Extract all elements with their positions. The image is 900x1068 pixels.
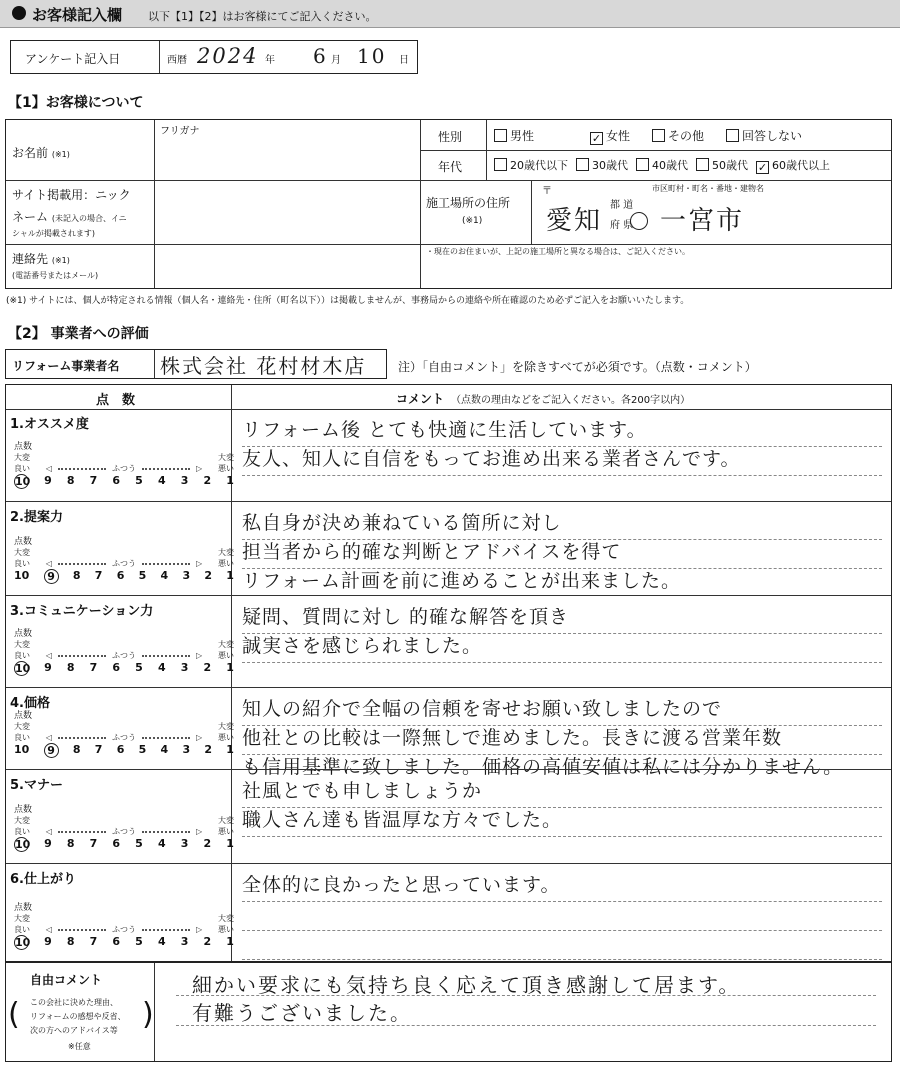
score-option-5[interactable]: 5 — [138, 743, 147, 756]
address-city: 一宮市 — [660, 206, 745, 236]
score-option-9[interactable]: 9 — [44, 935, 52, 948]
scale-mid-label: ふつう — [112, 925, 136, 934]
score-option-9[interactable]: 9 — [44, 569, 59, 584]
date-year: 2024 — [197, 44, 259, 68]
company-name: 株式会社 花村材木店 — [160, 354, 367, 378]
date-day: 10 — [357, 44, 387, 68]
evaluation-row — [6, 501, 891, 595]
nick-label-1: サイト掲載用：ニック — [12, 188, 131, 202]
arrow-right-icon: ▷ — [196, 925, 203, 934]
address-postal: 〒 — [542, 186, 552, 197]
scale-points-label: 点数 — [14, 805, 33, 815]
evaluation-table — [5, 384, 892, 962]
gender-option-male-label: 男性 — [510, 129, 535, 143]
score-option-1[interactable]: 1 — [226, 743, 234, 756]
date-month: 6 — [313, 44, 328, 68]
address-fu-ken: 府 県 — [610, 220, 634, 231]
scale-arrow — [46, 826, 202, 837]
contact-label-text: 連絡先 — [12, 252, 49, 266]
scale-good-label-2: 良い — [14, 733, 30, 742]
name-note: (※1) — [51, 150, 70, 159]
header-bar — [0, 0, 900, 28]
scale-bad-label-2: 悪い — [218, 733, 234, 742]
scale-arrow — [46, 650, 202, 661]
free-comment-box — [5, 962, 892, 1062]
date-month-unit: 月 — [331, 55, 341, 66]
score-option-2[interactable]: 2 — [203, 837, 212, 850]
score-option-6[interactable]: 6 — [112, 661, 121, 674]
score-option-5[interactable]: 5 — [135, 661, 143, 674]
age-checkbox-60s[interactable]: ✓ — [757, 161, 768, 174]
score-numbers — [14, 569, 234, 584]
age-option-20s-label: 20歳代以下 — [510, 159, 568, 172]
arrow-right-icon: ▷ — [196, 559, 203, 568]
age-options — [494, 157, 892, 174]
address-prefecture: 愛知 — [546, 206, 603, 236]
score-option-1[interactable]: 1 — [226, 474, 234, 487]
customer-table — [5, 119, 892, 289]
score-option-8[interactable]: 8 — [72, 743, 81, 756]
comment-line: 友人、知人に自信をもってお進め出来る業者さんです。 — [242, 448, 741, 470]
comment-line: リフォーム計画を前に進めることが出来ました。 — [242, 570, 682, 592]
scale-good-label-1: 大変 — [14, 722, 30, 731]
date-year-unit: 年 — [265, 55, 275, 66]
score-scale — [14, 534, 234, 584]
header-note: 以下【1】【2】はお客様にてご記入ください。 — [148, 10, 377, 23]
company-row — [5, 349, 387, 379]
scale-bad-label-2: 悪い — [218, 464, 234, 473]
free-comment-line-2: 有難うございました。 — [192, 1001, 412, 1025]
score-option-4[interactable]: 4 — [157, 661, 166, 674]
score-option-2[interactable]: 2 — [204, 743, 213, 756]
score-option-7[interactable]: 7 — [94, 569, 103, 582]
age-label: 年代 — [438, 160, 463, 174]
scale-good-label-1: 大変 — [14, 548, 30, 557]
score-option-1[interactable]: 1 — [226, 569, 234, 582]
score-option-8[interactable]: 8 — [72, 569, 81, 582]
age-option-30s-label: 30歳代 — [592, 159, 628, 172]
item-label: 2.提案力 — [10, 510, 63, 525]
evaluation-row — [6, 409, 891, 501]
scale-good-label-1: 大変 — [14, 914, 30, 923]
scale-points-label: 点数 — [14, 537, 33, 547]
age-option-60s-label: 60歳代以上 — [772, 159, 830, 172]
gender-checkbox-male[interactable] — [494, 129, 507, 142]
gender-option-none[interactable] — [726, 127, 802, 145]
score-option-4[interactable]: 4 — [157, 837, 166, 850]
scale-good-label-2: 良い — [14, 464, 30, 473]
header-bullet-icon — [12, 6, 26, 20]
scale-bad-label-2: 悪い — [218, 925, 234, 934]
score-option-4[interactable]: 4 — [157, 935, 166, 948]
gender-option-none-label: 回答しない — [742, 129, 803, 143]
col-comment-title: コメント — [396, 392, 445, 406]
arrow-right-icon: ▷ — [196, 827, 203, 836]
age-option-20s[interactable] — [494, 157, 568, 174]
address-label: 施工場所の住所 — [426, 196, 511, 210]
scale-bad-label-2: 悪い — [218, 559, 234, 568]
contact-note-2: (電話番号またはメール) — [12, 271, 99, 280]
score-option-9[interactable]: 9 — [44, 837, 52, 850]
score-option-8[interactable]: 8 — [66, 935, 75, 948]
comment-line: 社風とでも申しましょうか — [242, 780, 483, 802]
scale-bad-label-1: 大変 — [218, 816, 234, 825]
score-option-3[interactable]: 3 — [180, 935, 189, 948]
score-option-3[interactable]: 3 — [182, 569, 191, 582]
score-scale — [14, 900, 234, 950]
scale-bad-label-1: 大変 — [218, 722, 234, 731]
score-scale — [14, 439, 234, 489]
scale-good-label-1: 大変 — [14, 453, 30, 462]
scale-mid-label: ふつう — [112, 733, 136, 742]
free-bracket-right-icon: ) — [142, 997, 154, 1032]
comment-line: 誠実さを感じられました。 — [242, 635, 483, 657]
score-numbers — [14, 474, 234, 489]
score-option-8[interactable]: 8 — [66, 474, 75, 487]
gender-checkbox-none[interactable] — [726, 129, 739, 142]
arrow-left-icon: ◁ — [45, 464, 52, 473]
evaluation-row — [6, 687, 891, 778]
contact-label — [12, 250, 70, 267]
scale-points-label: 点数 — [14, 442, 33, 452]
score-numbers — [14, 837, 234, 852]
company-label: リフォーム事業者名 — [12, 359, 120, 373]
scale-arrow — [46, 558, 202, 569]
scale-good-label-2: 良い — [14, 827, 30, 836]
gender-option-female-label: 女性 — [606, 129, 631, 143]
score-option-2[interactable]: 2 — [203, 935, 212, 948]
gender-options — [494, 127, 889, 145]
score-option-5[interactable]: 5 — [135, 837, 143, 850]
evaluation-row — [6, 595, 891, 687]
score-option-6[interactable]: 6 — [112, 935, 121, 948]
date-label: アンケート記入日 — [25, 52, 121, 66]
arrow-left-icon: ◁ — [45, 559, 52, 568]
address-to-do: 都 道 — [610, 200, 634, 211]
header-title: お客様記入欄 — [32, 6, 123, 24]
age-checkbox-50s[interactable] — [696, 158, 709, 171]
gender-option-male[interactable] — [494, 127, 534, 145]
arrow-left-icon: ◁ — [45, 733, 52, 742]
gender-option-other-label: その他 — [668, 129, 705, 143]
age-option-30s[interactable] — [576, 157, 628, 174]
score-option-7[interactable]: 7 — [89, 661, 98, 674]
score-option-6[interactable]: 6 — [116, 743, 125, 756]
address-hint: 市区町村・町名・番地・建物名 — [652, 184, 764, 193]
age-checkbox-20s[interactable] — [494, 158, 507, 171]
score-option-10[interactable]: 10 — [14, 569, 30, 582]
score-option-2[interactable]: 2 — [204, 569, 213, 582]
free-comment-label: 自由コメント — [30, 973, 103, 987]
age-option-60s[interactable] — [756, 157, 830, 174]
comment-line: 全体的に良かったと思っています。 — [242, 874, 561, 896]
age-checkbox-30s[interactable] — [576, 158, 589, 171]
comment-line: 疑問、質問に対し 的確な解答を頂き — [242, 606, 570, 628]
free-note-1: この会社に決めた理由、 — [30, 998, 118, 1007]
col-score-header: 点 数 — [96, 393, 136, 408]
score-option-10[interactable]: 10 — [15, 662, 31, 675]
comment-line: 知人の紹介で全幅の信頼を寄せお願い致しましたので — [242, 698, 723, 720]
evaluation-row — [6, 863, 891, 961]
address-note: (※1) — [462, 216, 483, 226]
free-note-4: ※任意 — [68, 1042, 91, 1051]
privacy-footnote: (※1) サイトには、個人が特定される情報（個人名・連絡先・住所（町名以下））は掲載しませんが、事務局からの連絡や所在確認のため必ずご記入をお願いいたします。 — [6, 296, 690, 306]
age-checkbox-40s[interactable] — [636, 158, 649, 171]
scale-bad-label-1: 大変 — [218, 914, 234, 923]
score-option-1[interactable]: 1 — [226, 935, 234, 948]
arrow-left-icon: ◁ — [45, 651, 52, 660]
col-comment-note: （点数の理由などをご記入ください。各200字以内） — [456, 395, 691, 406]
score-scale — [14, 708, 234, 758]
score-option-8[interactable]: 8 — [66, 661, 75, 674]
nick-note-1: (未記入の場合、イニ — [51, 214, 127, 223]
score-option-10[interactable]: 10 — [15, 838, 31, 851]
evaluation-row — [6, 769, 891, 863]
score-option-5[interactable]: 5 — [135, 935, 143, 948]
scale-arrow — [46, 732, 202, 743]
score-option-7[interactable]: 7 — [89, 935, 98, 948]
scale-points-label: 点数 — [14, 711, 33, 721]
arrow-right-icon: ▷ — [196, 733, 203, 742]
score-option-6[interactable]: 6 — [112, 837, 121, 850]
age-option-40s[interactable] — [636, 157, 688, 174]
scale-good-label-2: 良い — [14, 651, 30, 660]
free-note-2: リフォームの感想や反省、 — [30, 1012, 126, 1021]
score-option-3[interactable]: 3 — [180, 661, 189, 674]
nick-label-2 — [12, 208, 127, 225]
score-numbers — [14, 661, 234, 676]
score-option-2[interactable]: 2 — [203, 474, 212, 487]
score-numbers — [14, 935, 234, 950]
comment-line: 担当者から的確な判断とアドバイスを得て — [242, 541, 622, 563]
comment-line: リフォーム後 とても快適に生活しています。 — [242, 419, 647, 441]
date-era: 西暦 — [167, 55, 187, 66]
scale-points-label: 点数 — [14, 629, 33, 639]
score-option-10[interactable]: 10 — [14, 743, 30, 756]
col-comment-header — [396, 390, 690, 407]
score-option-1[interactable]: 1 — [226, 661, 234, 674]
score-option-7[interactable]: 7 — [89, 474, 98, 487]
score-option-5[interactable]: 5 — [138, 569, 147, 582]
score-option-1[interactable]: 1 — [226, 837, 234, 850]
arrow-left-icon: ◁ — [45, 827, 52, 836]
scale-mid-label: ふつう — [112, 827, 136, 836]
scale-mid-label: ふつう — [112, 651, 136, 660]
score-option-7[interactable]: 7 — [94, 743, 103, 756]
score-option-10[interactable]: 10 — [15, 936, 31, 949]
gender-option-female[interactable] — [590, 127, 630, 145]
item-label: 4.価格 — [10, 696, 50, 711]
required-note: 注）「自由コメント」を除きすべてが必須です。（点数・コメント） — [398, 360, 757, 374]
nick-label-2-text: ネーム — [12, 210, 49, 224]
scale-mid-label: ふつう — [112, 559, 136, 568]
score-numbers — [14, 743, 234, 758]
score-option-10[interactable]: 10 — [15, 475, 31, 488]
scale-arrow — [46, 924, 202, 935]
scale-bad-label-1: 大変 — [218, 453, 234, 462]
item-label: 5.マナー — [10, 778, 63, 793]
score-option-6[interactable]: 6 — [116, 569, 125, 582]
scale-arrow — [46, 463, 202, 474]
scale-good-label-1: 大変 — [14, 816, 30, 825]
ken-circle-icon — [630, 212, 648, 230]
score-option-3[interactable]: 3 — [180, 474, 189, 487]
furigana-label: フリガナ — [160, 126, 200, 137]
scale-points-label: 点数 — [14, 903, 33, 913]
age-option-40s-label: 40歳代 — [652, 159, 688, 172]
date-row — [10, 40, 418, 74]
date-day-unit: 日 — [399, 55, 409, 66]
comment-line: 職人さん達も皆温厚な方々でした。 — [242, 809, 563, 831]
scale-good-label-2: 良い — [14, 559, 30, 568]
age-option-50s[interactable] — [696, 157, 748, 174]
gender-option-other[interactable] — [652, 127, 704, 145]
free-comment-line-1: 細かい要求にも気持ち良く応えて頂き感謝して居ます。 — [192, 973, 741, 997]
arrow-right-icon: ▷ — [196, 651, 203, 660]
scale-good-label-2: 良い — [14, 925, 30, 934]
item-label: 6.仕上がり — [10, 872, 76, 887]
score-option-4[interactable]: 4 — [157, 474, 166, 487]
scale-bad-label-2: 悪い — [218, 827, 234, 836]
scale-mid-label: ふつう — [112, 464, 136, 473]
scale-good-label-1: 大変 — [14, 640, 30, 649]
nick-note-2: シャルが掲載されます) — [12, 229, 95, 238]
scale-bad-label-2: 悪い — [218, 651, 234, 660]
arrow-left-icon: ◁ — [45, 925, 52, 934]
score-option-9[interactable]: 9 — [44, 474, 52, 487]
free-note-3: 次の方へのアドバイス等 — [30, 1026, 118, 1035]
section2-title: 【2】 事業者への評価 — [8, 326, 149, 342]
section1-title: 【1】お客様について — [8, 95, 144, 111]
address-footnote: ・現在のお住まいが、上記の施工場所と異なる場合は、ご記入ください。 — [426, 247, 690, 256]
gender-checkbox-other[interactable] — [652, 129, 665, 142]
score-option-3[interactable]: 3 — [182, 743, 191, 756]
gender-label: 性別 — [438, 130, 463, 144]
score-option-5[interactable]: 5 — [135, 474, 143, 487]
comment-line: 私自身が決め兼ねている箇所に対し — [242, 512, 562, 534]
score-option-2[interactable]: 2 — [203, 661, 212, 674]
name-label-text: お名前 — [12, 146, 49, 160]
score-option-3[interactable]: 3 — [180, 837, 189, 850]
score-scale — [14, 626, 234, 676]
score-option-4[interactable]: 4 — [160, 743, 169, 756]
score-option-7[interactable]: 7 — [89, 837, 98, 850]
score-option-8[interactable]: 8 — [66, 837, 75, 850]
scale-bad-label-1: 大変 — [218, 640, 234, 649]
comment-line: も信用基準に致しました。価格の高値安値は私には分かりません。 — [242, 756, 844, 778]
score-option-9[interactable]: 9 — [44, 743, 59, 758]
item-label: 1.オススメ度 — [10, 417, 89, 432]
score-scale — [14, 802, 234, 852]
item-label: 3.コミュニケーション力 — [10, 604, 154, 619]
arrow-right-icon: ▷ — [196, 464, 203, 473]
scale-bad-label-1: 大変 — [218, 548, 234, 557]
score-option-4[interactable]: 4 — [160, 569, 169, 582]
score-option-6[interactable]: 6 — [112, 474, 121, 487]
age-option-50s-label: 50歳代 — [712, 159, 748, 172]
name-label — [12, 144, 70, 161]
score-option-9[interactable]: 9 — [44, 661, 52, 674]
free-bracket-left-icon: ( — [8, 997, 20, 1032]
gender-checkbox-female[interactable]: ✓ — [591, 132, 602, 145]
comment-line: 他社との比較は一際無しで進めました。長きに渡る営業年数 — [242, 727, 783, 749]
contact-note-1: (※1) — [51, 256, 70, 265]
